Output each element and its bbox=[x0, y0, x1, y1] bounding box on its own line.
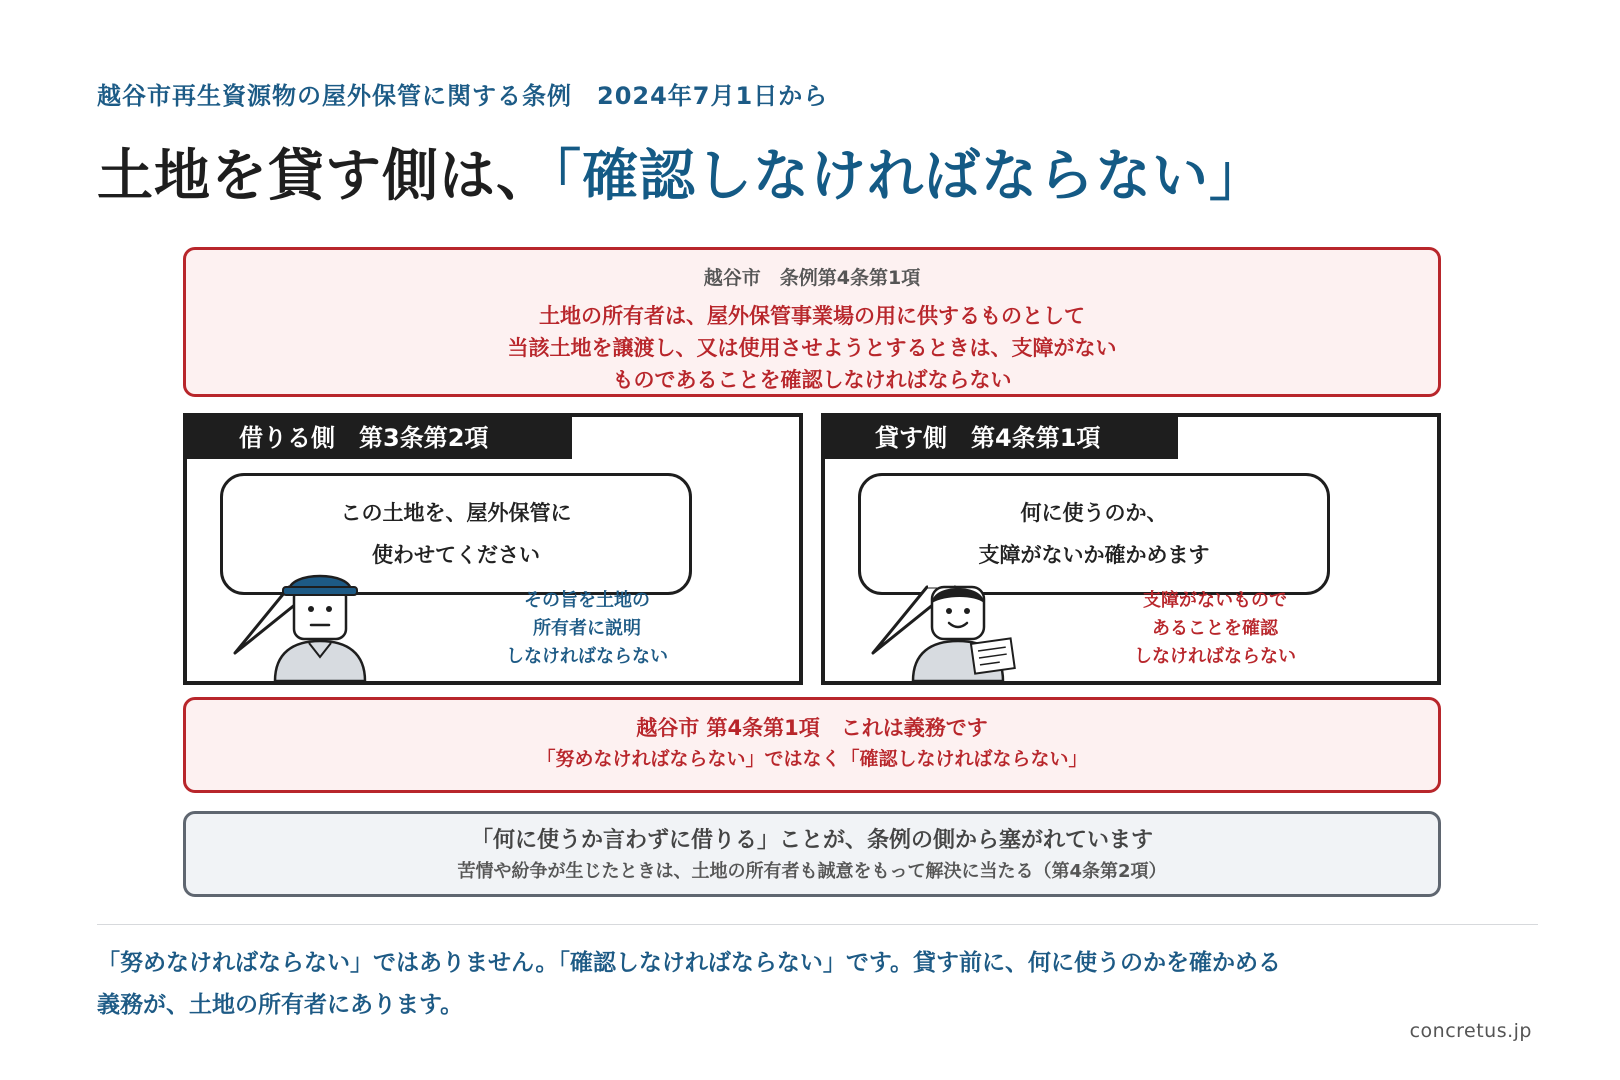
note-line: その旨を土地の bbox=[524, 590, 650, 611]
borrower-person-icon bbox=[227, 565, 407, 685]
duty-line-2: 「努めなければならない」ではなく「確認しなければならない」 bbox=[536, 748, 1088, 770]
bubble-line: 何に使うのか、 bbox=[1020, 501, 1168, 525]
divider bbox=[97, 924, 1538, 925]
note-line: あることを確認 bbox=[1152, 618, 1278, 639]
title-highlight: 「確認しなければならない」 bbox=[553, 144, 1266, 209]
note-line: しなければならない bbox=[1134, 646, 1296, 667]
article-heading: 越谷市 条例第4条第1項 bbox=[703, 267, 921, 289]
article-line: 当該土地を譲渡し、又は使用させようとするときは、支障がない bbox=[507, 336, 1117, 360]
lender-note bbox=[1115, 587, 1315, 671]
note-line: 所有者に説明 bbox=[533, 618, 641, 639]
summary-box bbox=[183, 811, 1441, 897]
duty-box bbox=[183, 697, 1441, 793]
title-prefix: 土地を貸す側は、 bbox=[97, 144, 553, 209]
source-credit: concretus.jp bbox=[1409, 1020, 1532, 1042]
borrower-note bbox=[487, 587, 687, 671]
note-line: しなければならない bbox=[506, 646, 668, 667]
borrower-panel bbox=[183, 413, 803, 685]
lender-person-icon bbox=[865, 565, 1045, 685]
article-4-1-box bbox=[183, 247, 1441, 397]
page-title bbox=[97, 132, 1266, 212]
summary-line-1: 「何に使うか言わずに借りる」ことが、条例の側から塞がれています bbox=[470, 828, 1153, 853]
note-line: 支障がないもので bbox=[1143, 590, 1287, 611]
summary-line-2: 苦情や紛争が生じたときは、土地の所有者も誠意をもって解決に当たる（第4条第2項） bbox=[457, 861, 1167, 882]
subtitle: 越谷市再生資源物の屋外保管に関する条例 2024年7月1日から bbox=[97, 82, 829, 110]
borrower-tab: 借りる側 第3条第2項 bbox=[187, 417, 572, 459]
bubble-line: 使わせてください bbox=[372, 543, 540, 567]
article-line: 土地の所有者は、屋外保管事業場の用に供するものとして bbox=[539, 304, 1085, 328]
article-line: ものであることを確認しなければならない bbox=[612, 368, 1012, 392]
bubble-line: 支障がないか確かめます bbox=[978, 543, 1210, 567]
bubble-line: この土地を、屋外保管に bbox=[340, 501, 572, 525]
lender-panel bbox=[821, 413, 1441, 685]
lender-tab: 貸す側 第4条第1項 bbox=[825, 417, 1178, 459]
duty-line-1: 越谷市 第4条第1項 これは義務です bbox=[636, 716, 988, 740]
closing-text: 「努めなければならない」ではありません。「確認しなければならない」です。貸す前に、何に使うのかを確かめる義務が、土地の所有者にあります。 bbox=[97, 950, 1282, 1018]
